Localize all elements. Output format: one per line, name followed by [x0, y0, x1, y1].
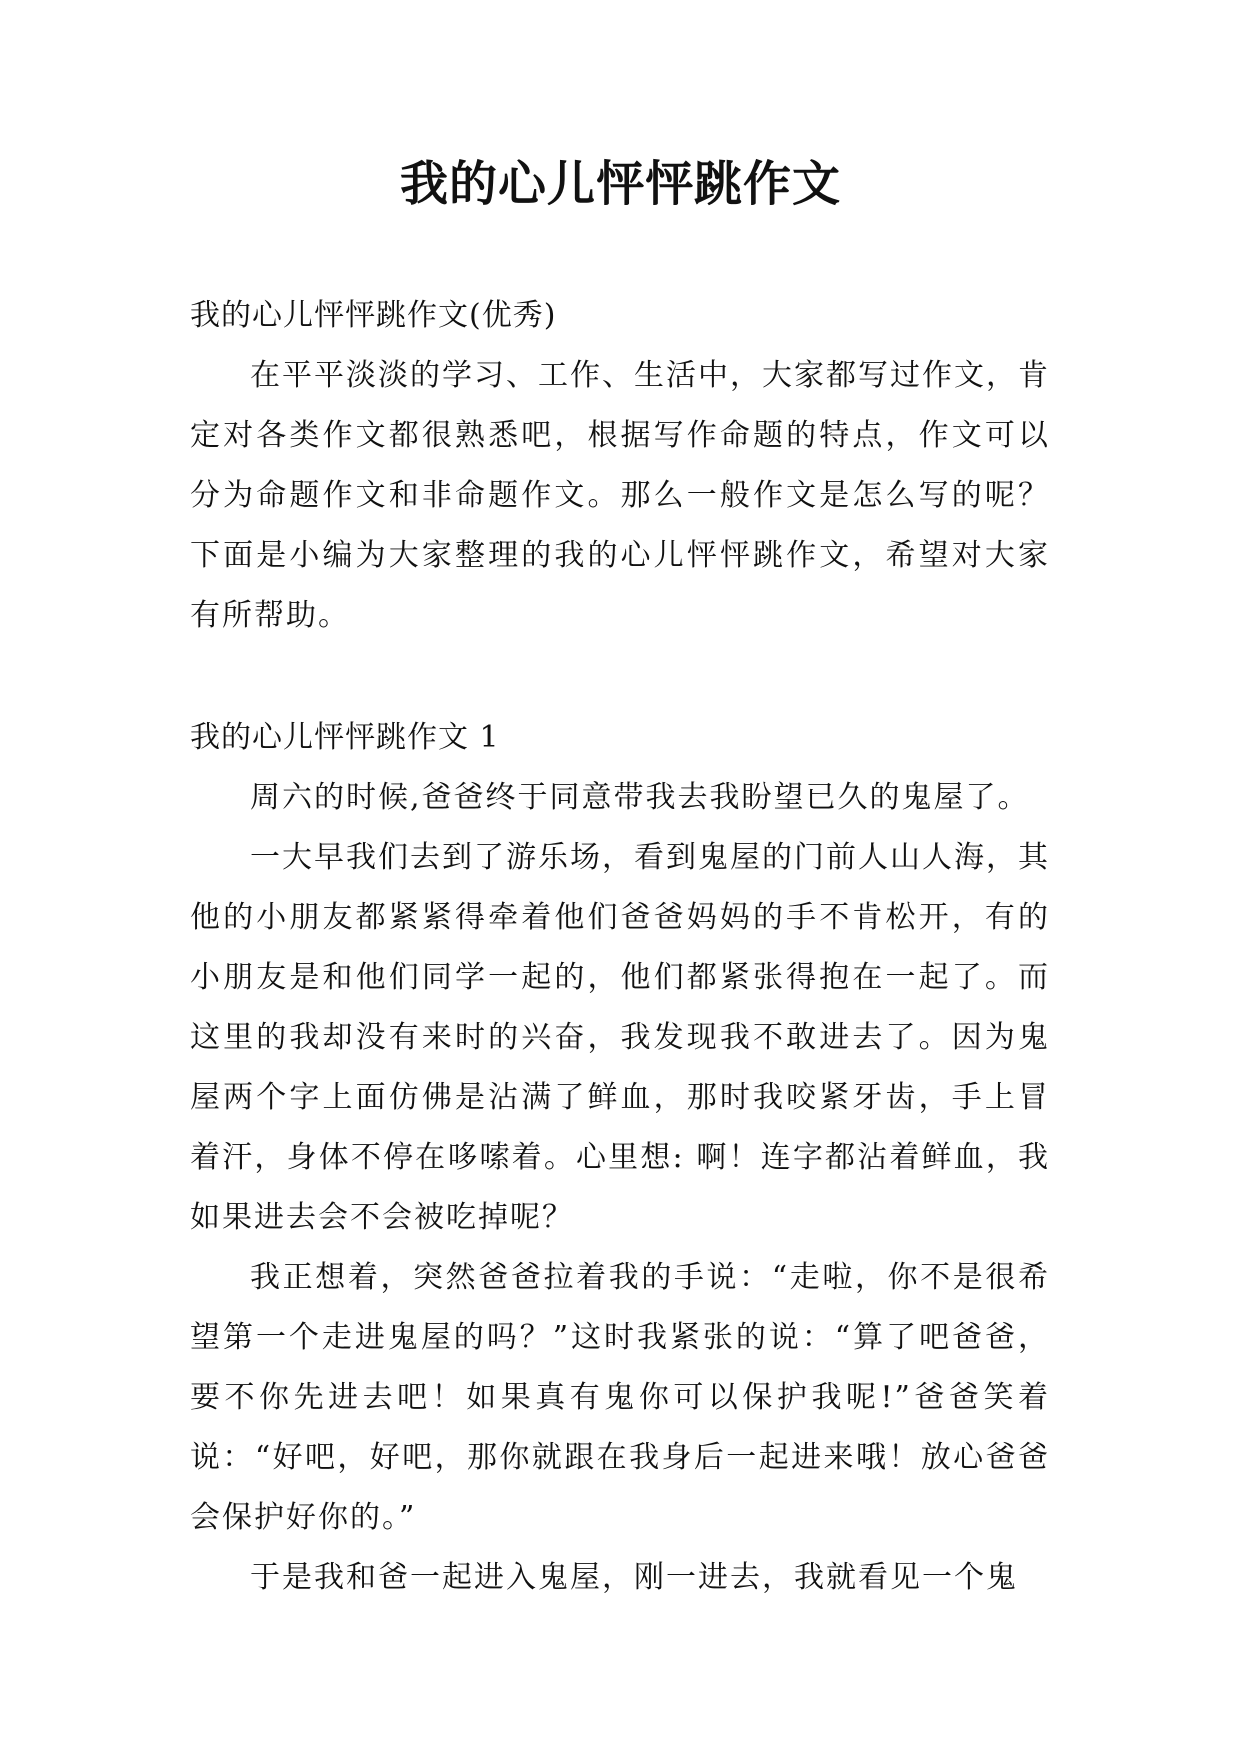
essay-1-paragraph-4: 于是我和爸一起进入鬼屋，刚一进去，我就看见一个鬼 [250, 1560, 1018, 1595]
document-body [190, 286, 1050, 1608]
essay-1-paragraph-1: 周六的时候,爸爸终于同意带我去我盼望已久的鬼屋了。 [250, 780, 1030, 815]
section-spacer [190, 646, 1050, 708]
intro-paragraph: 在平平淡淡的学习、工作、生活中，大家都写过作文，肯定对各类作文都很熟悉吧，根据写作命题的特点，作文可以分为命题作文和非命题作文。那么一般作文是怎么写的呢？下面是小编为大家整理的我的心儿怦怦跳作文，希望对大家有所帮助。 [190, 358, 1050, 633]
essay-1-paragraph-3: 我正想着，突然爸爸拉着我的手说：“走啦，你不是很希望第一个走进鬼屋的吗？”这时我紧张的说：“算了吧爸爸，要不你先进去吧！如果真有鬼你可以保护我呢!”爸爸笑着说：“好吧，好吧，那你就跟在我身后一起进来哦！放心爸爸会保护好你的。” [190, 1260, 1050, 1535]
document-title: 我的心儿怦怦跳作文 [399, 156, 841, 212]
essay-1-heading: 我的心儿怦怦跳作文 1 [190, 720, 500, 755]
intro-heading: 我的心儿怦怦跳作文(优秀) [190, 298, 557, 333]
essay-1-paragraph-2: 一大早我们去到了游乐场，看到鬼屋的门前人山人海，其他的小朋友都紧紧得牵着他们爸爸妈妈的手不肯松开，有的小朋友是和他们同学一起的，他们都紧张得抱在一起了。而这里的我却没有来时的兴奋，我发现我不敢进去了。因为鬼屋两个字上面仿佛是沾满了鲜血，那时我咬紧牙齿，手上冒着汗，身体不停在哆嗦着。心里想: 啊！连字都沾着鲜血，我如果进去会不会被吃掉呢？ [190, 840, 1050, 1235]
